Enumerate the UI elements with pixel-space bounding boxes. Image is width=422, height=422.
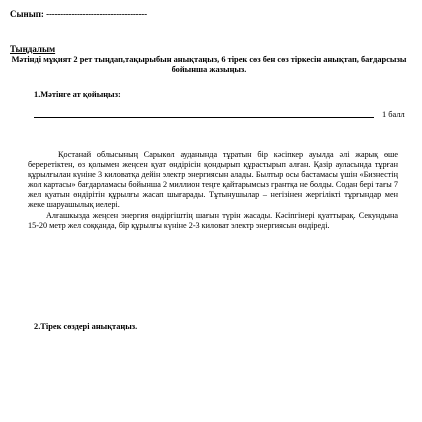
reading-paragraph-1: Қостанай облысының Сарыкөл ауданында тұратын бір кәсіпкер ауылда әлі жарық өше береретіктен, өз қолымен жеңсен қуат өндірісін қондырып құрастырып алған. Қазір ауласында тұрған құрылғылан күніне 3 киловатқа дейін электр энергиясын алады. Былтыр осы бастамасы үшін «Бизнестің жол картасы» бағдарламасы бойынша 2 миллион теңге қайтарымсыз грантқа не болды. Содан бері тағы 7 жел қуатын өндірітін құрылғы жасап шығарады. Тұтынушылар – негізінен жергілікті тұрғындар мен жеке шаруашылық иелері. xyxy=(28,150,398,210)
class-field xyxy=(10,9,147,19)
class-label: Сынып: xyxy=(10,9,44,19)
question-1-answer-line[interactable] xyxy=(34,117,374,118)
reading-paragraph-2: Алғашкызда жеңсен энергия өндіргіштің шағын түрін жасады. Кәсіпгінері қуаттырақ. Секундына 15-20 метр жел соққанда, бір құрылғы күніне 2-3 киловат электр энергиясын өндіреді. xyxy=(28,210,398,230)
question-2-label: 2.Тірек сөздері анықтаңыз. xyxy=(34,322,138,331)
task-instruction: Мәтінді мұқият 2 рет тыңдап,тақырыбын анықтаңыз, 6 тірек сөз бен сөз тіркесін анықтап, бағдарсызы бойынша жазыңыз. xyxy=(11,55,407,74)
task-heading: Тыңдалым xyxy=(10,44,56,54)
reading-text xyxy=(28,150,398,231)
question-1-score: 1 балл xyxy=(382,110,405,119)
question-1-label: 1.Мәтінге ат қойыңыз: xyxy=(34,90,121,99)
class-blank-line: ------------------------------------ xyxy=(46,9,147,19)
